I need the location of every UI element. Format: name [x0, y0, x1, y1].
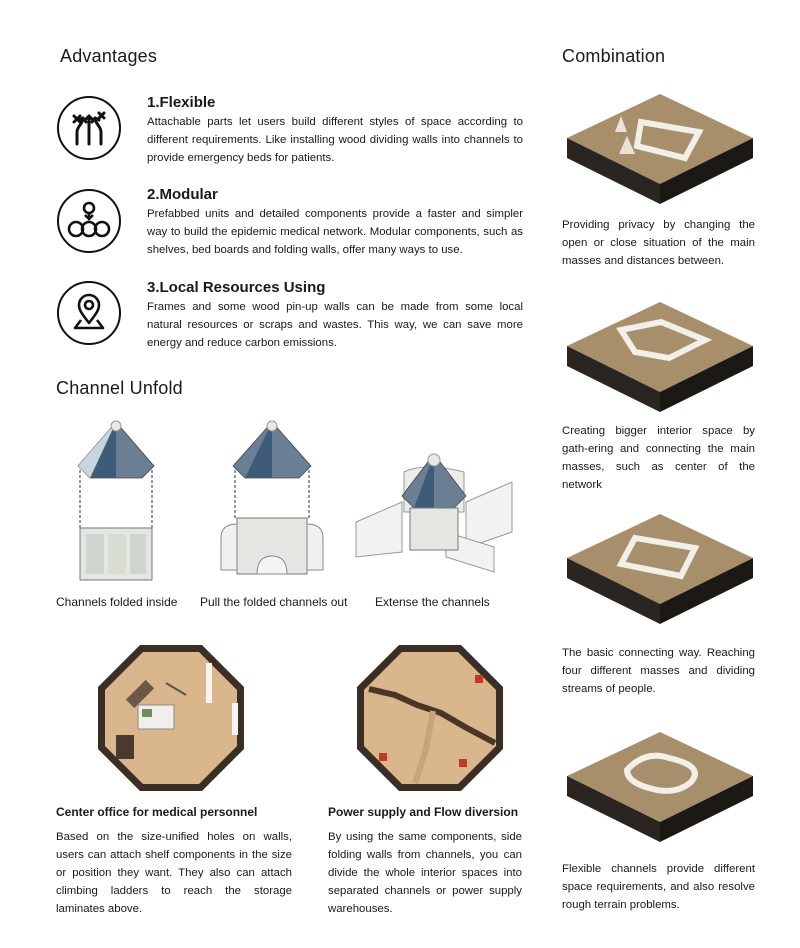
terrain-model-3	[565, 512, 755, 627]
caption-folded: Channels folded inside	[56, 595, 178, 609]
terrain-model-2	[565, 300, 755, 415]
combination-heading: Combination	[562, 46, 666, 66]
plan-text-office: Based on the size-unified holes on walls, users can attach shelf components in the size or position they want. They also can attach climbing ladders to reach the storage laminates above.	[56, 831, 292, 915]
plan-title-office: Center office for medical personnel	[56, 805, 258, 819]
advantage-title-flexible: 1.Flexible	[147, 94, 216, 111]
combination-text-4: Flexible channels provide different space requirements, and also resolve rough terrain problems.	[562, 863, 755, 911]
branching-arrows-icon	[57, 96, 121, 160]
advantage-text-modular: Prefabbed units and detailed components provide a faster and simpler way to build the epidemic medical network. Modular components, such as shelves, bed boards and folding walls, offer many ways to use.	[147, 208, 523, 256]
plan-title-power: Power supply and Flow diversion	[328, 805, 519, 819]
caption-extended: Extense the channels	[375, 595, 490, 609]
combination-text-3: The basic connecting way. Reaching four different masses and dividing streams of people.	[562, 647, 755, 695]
modular-circles-icon	[57, 189, 121, 253]
power-supply-floor-plan	[355, 643, 505, 793]
combination-text-1: Providing privacy by changing the open or close situation of the main masses and distances between.	[562, 219, 755, 267]
plan-text-power: By using the same components, side folding walls from channels, you can divide the whole interior spaces into separated channels or power supply warehouses.	[328, 831, 522, 915]
terrain-model-1	[565, 92, 755, 207]
advantage-title-local-resources: 3.Local Resources Using	[147, 279, 326, 296]
terrain-model-4	[565, 730, 755, 845]
combination-text-2: Creating bigger interior space by gath-ering and connecting the main masses, such as center of the network	[562, 425, 755, 491]
unit-folded-illustration	[72, 420, 160, 585]
channel-unfold-heading: Channel Unfold	[56, 378, 183, 398]
office-floor-plan	[96, 643, 246, 793]
unit-pulled-illustration	[217, 420, 327, 585]
location-pin-icon	[57, 281, 121, 345]
advantage-title-modular: 2.Modular	[147, 186, 218, 203]
advantages-heading: Advantages	[60, 46, 158, 66]
unit-extended-illustration	[354, 452, 514, 577]
advantage-text-flexible: Attachable parts let users build different styles of space according to different requirements. Like installing wood dividing walls into channels to provide emergency beds for patients.	[147, 116, 523, 164]
caption-pulled: Pull the folded channels out	[200, 595, 348, 609]
advantage-text-local-resources: Frames and some wood pin-up walls can be made from some local natural resources or scraps and wastes. This way, we can save more energy and reduce carbon emissions.	[147, 301, 523, 349]
